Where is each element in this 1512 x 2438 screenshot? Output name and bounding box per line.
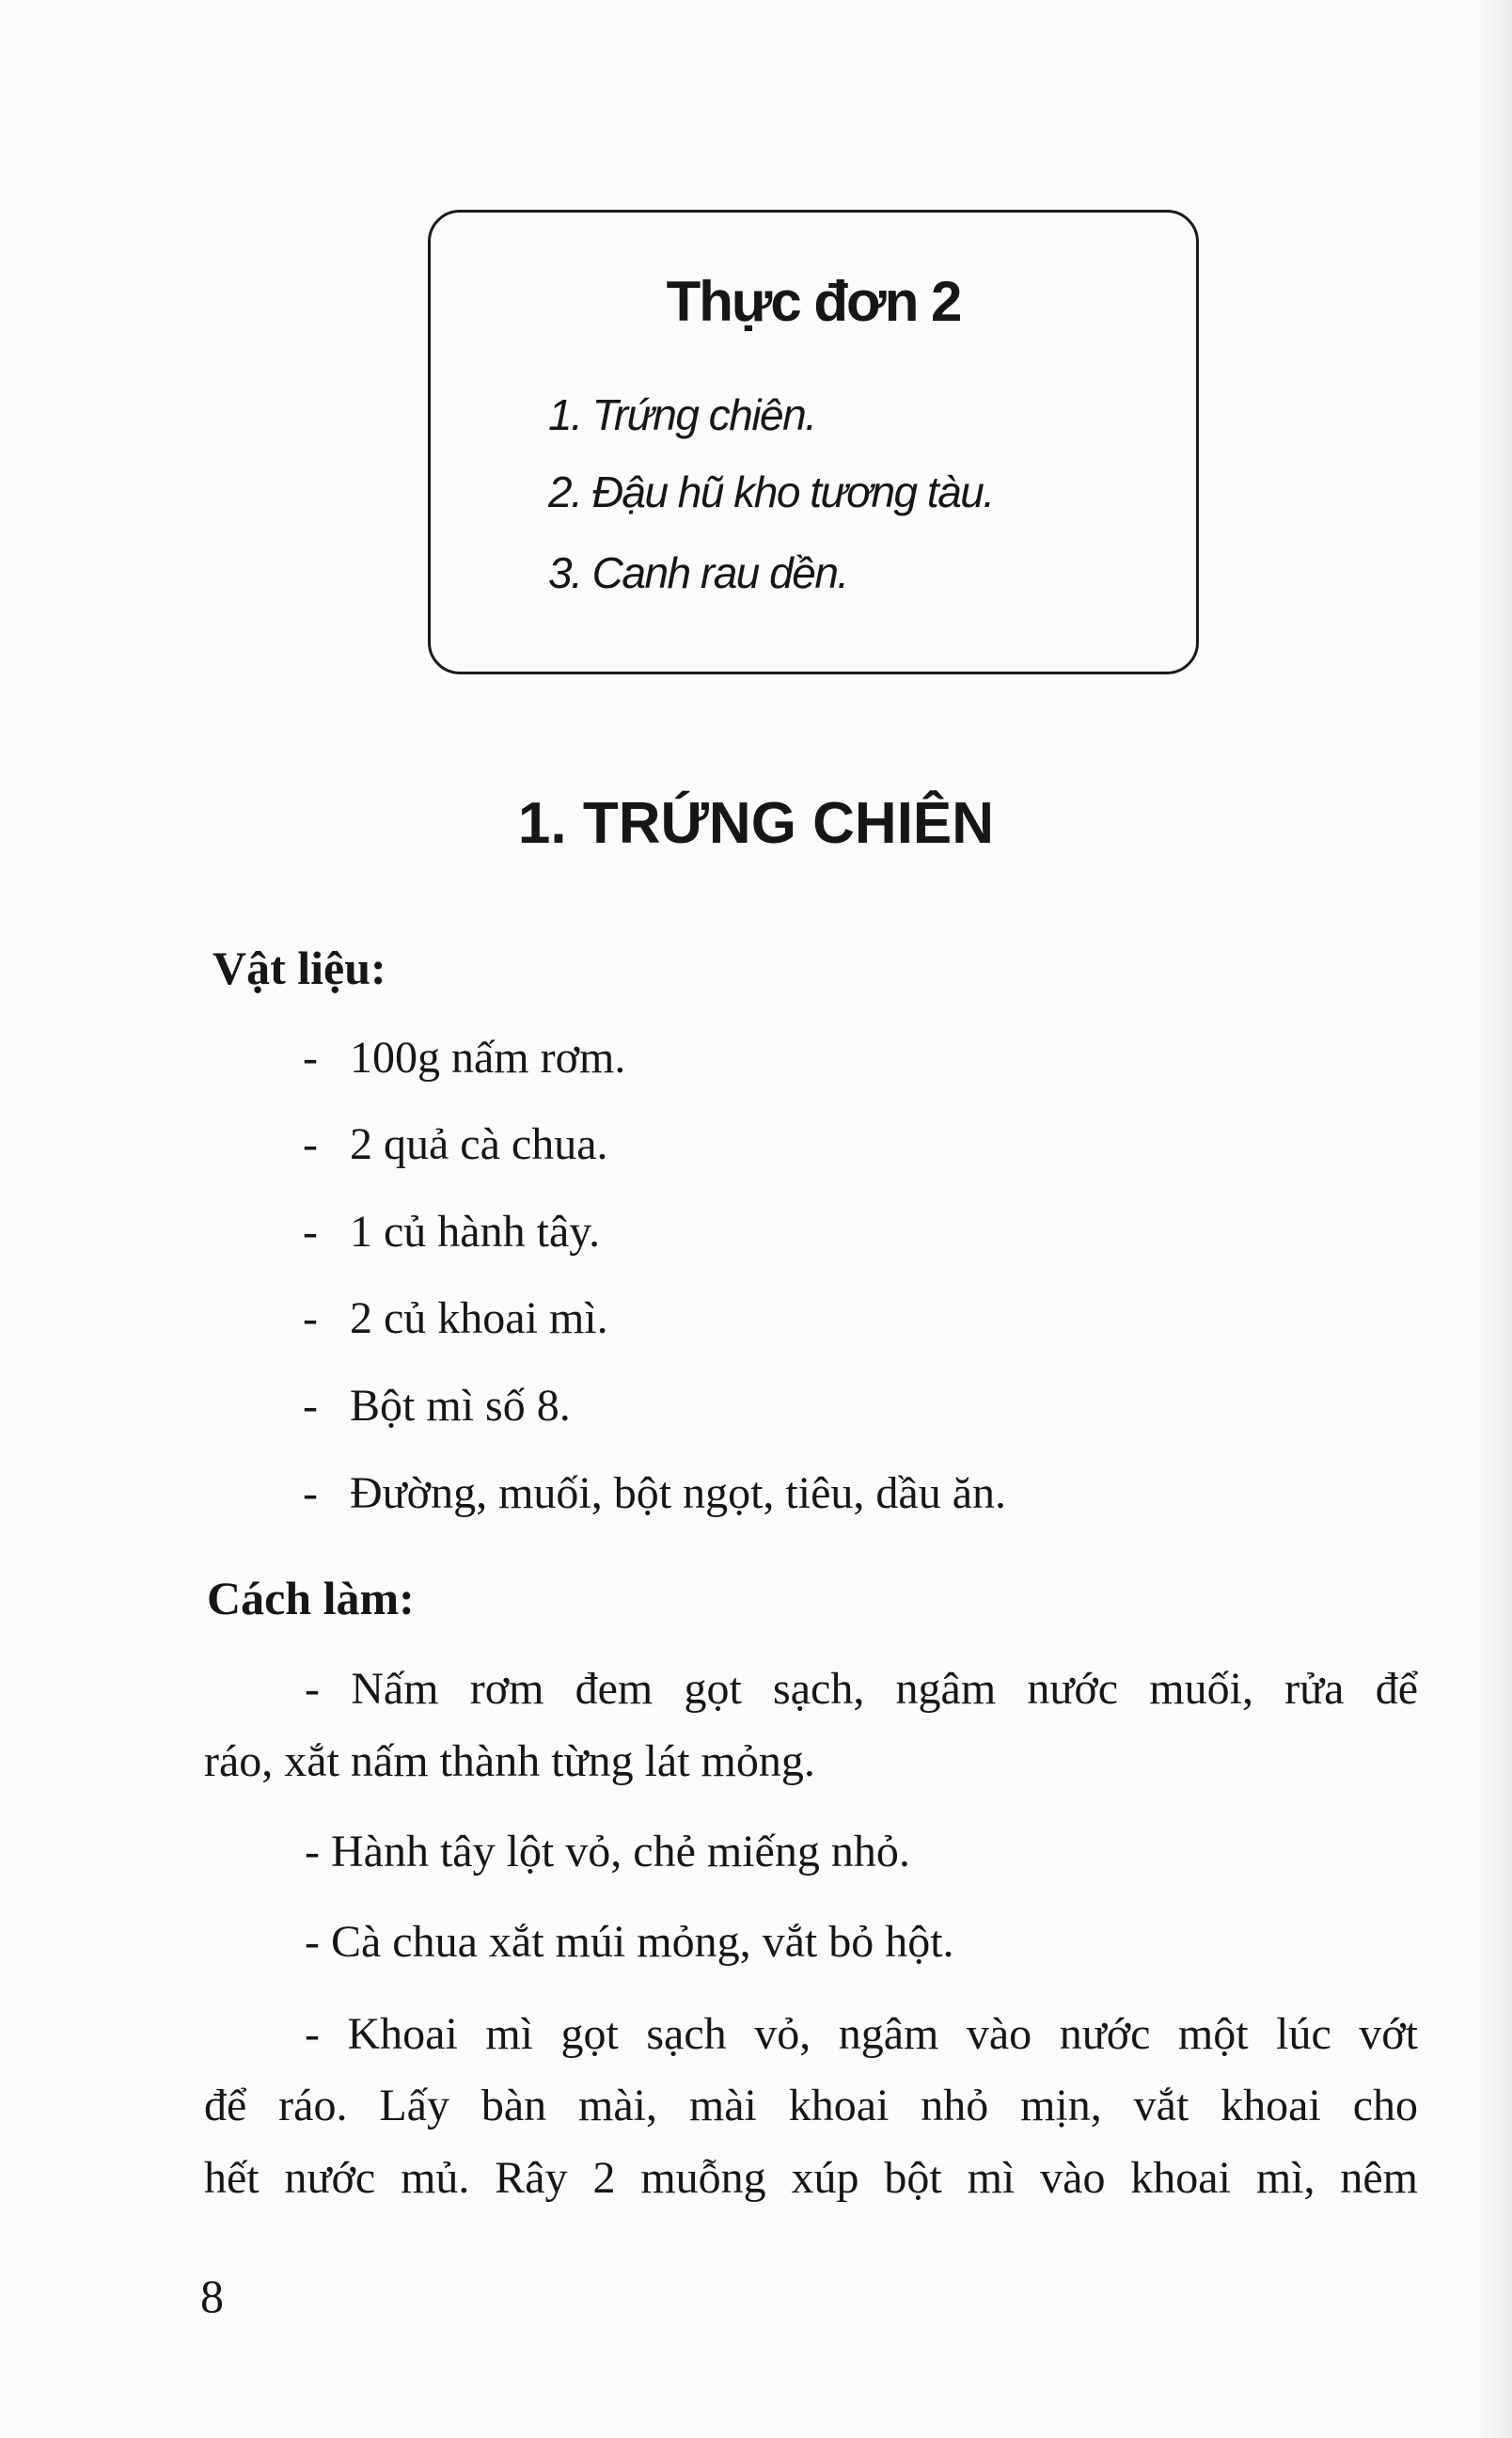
page-edge-shadow: [1474, 0, 1512, 2438]
method-line: - Khoai mì gọt sạch vỏ, ngâm vào nước một lúc vớt: [305, 2009, 1418, 2059]
list-dash: -: [303, 1381, 318, 1431]
menu-item: 1. Trứng chiên.: [548, 390, 816, 439]
page-number: 8: [200, 2270, 224, 2322]
ingredient-item: [303, 1292, 608, 1344]
ingredient-item: [303, 1206, 600, 1258]
ingredient-item: [303, 1467, 1006, 1519]
ingredient-item: [303, 1032, 625, 1084]
menu-box: [428, 210, 1199, 674]
list-dash: -: [303, 1119, 318, 1169]
ingredient-text: 100g nấm rơm.: [350, 1033, 626, 1083]
ingredient-item: [303, 1118, 608, 1170]
list-dash: -: [303, 1207, 318, 1257]
method-line: - Hành tây lột vỏ, chẻ miếng nhỏ.: [305, 1827, 910, 1876]
method-line: để ráo. Lấy bàn mài, mài khoai nhỏ mịn, vắt khoai cho: [204, 2081, 1418, 2130]
ingredient-text: Đường, muối, bột ngọt, tiêu, dầu ăn.: [350, 1468, 1006, 1518]
list-dash: -: [303, 1033, 318, 1083]
method-line: hết nước mủ. Rây 2 muỗng xúp bột mì vào khoai mì, nêm: [204, 2153, 1418, 2203]
ingredient-item: [303, 1380, 571, 1432]
ingredient-text: 1 củ hành tây.: [350, 1207, 601, 1257]
method-line: ráo, xắt nấm thành từng lát mỏng.: [204, 1736, 815, 1786]
list-dash: -: [303, 1468, 318, 1518]
menu-item: 2. Đậu hũ kho tương tàu.: [548, 467, 994, 516]
method-line: - Cà chua xắt múi mỏng, vắt bỏ hột.: [305, 1917, 954, 1967]
method-line: - Nấm rơm đem gọt sạch, ngâm nước muối, rửa để: [305, 1664, 1418, 1714]
ingredient-text: Bột mì số 8.: [350, 1381, 571, 1431]
menu-title: Thực đơn 2: [666, 270, 961, 333]
method-label: Cách làm:: [207, 1572, 415, 1624]
ingredient-text: 2 quả cà chua.: [350, 1119, 608, 1169]
menu-item: 3. Canh rau dền.: [548, 548, 848, 597]
list-dash: -: [303, 1293, 318, 1343]
ingredient-text: 2 củ khoai mì.: [350, 1293, 608, 1343]
section-heading: 1. TRỨNG CHIÊN: [517, 791, 995, 856]
ingredients-label: Vật liệu:: [213, 942, 386, 994]
